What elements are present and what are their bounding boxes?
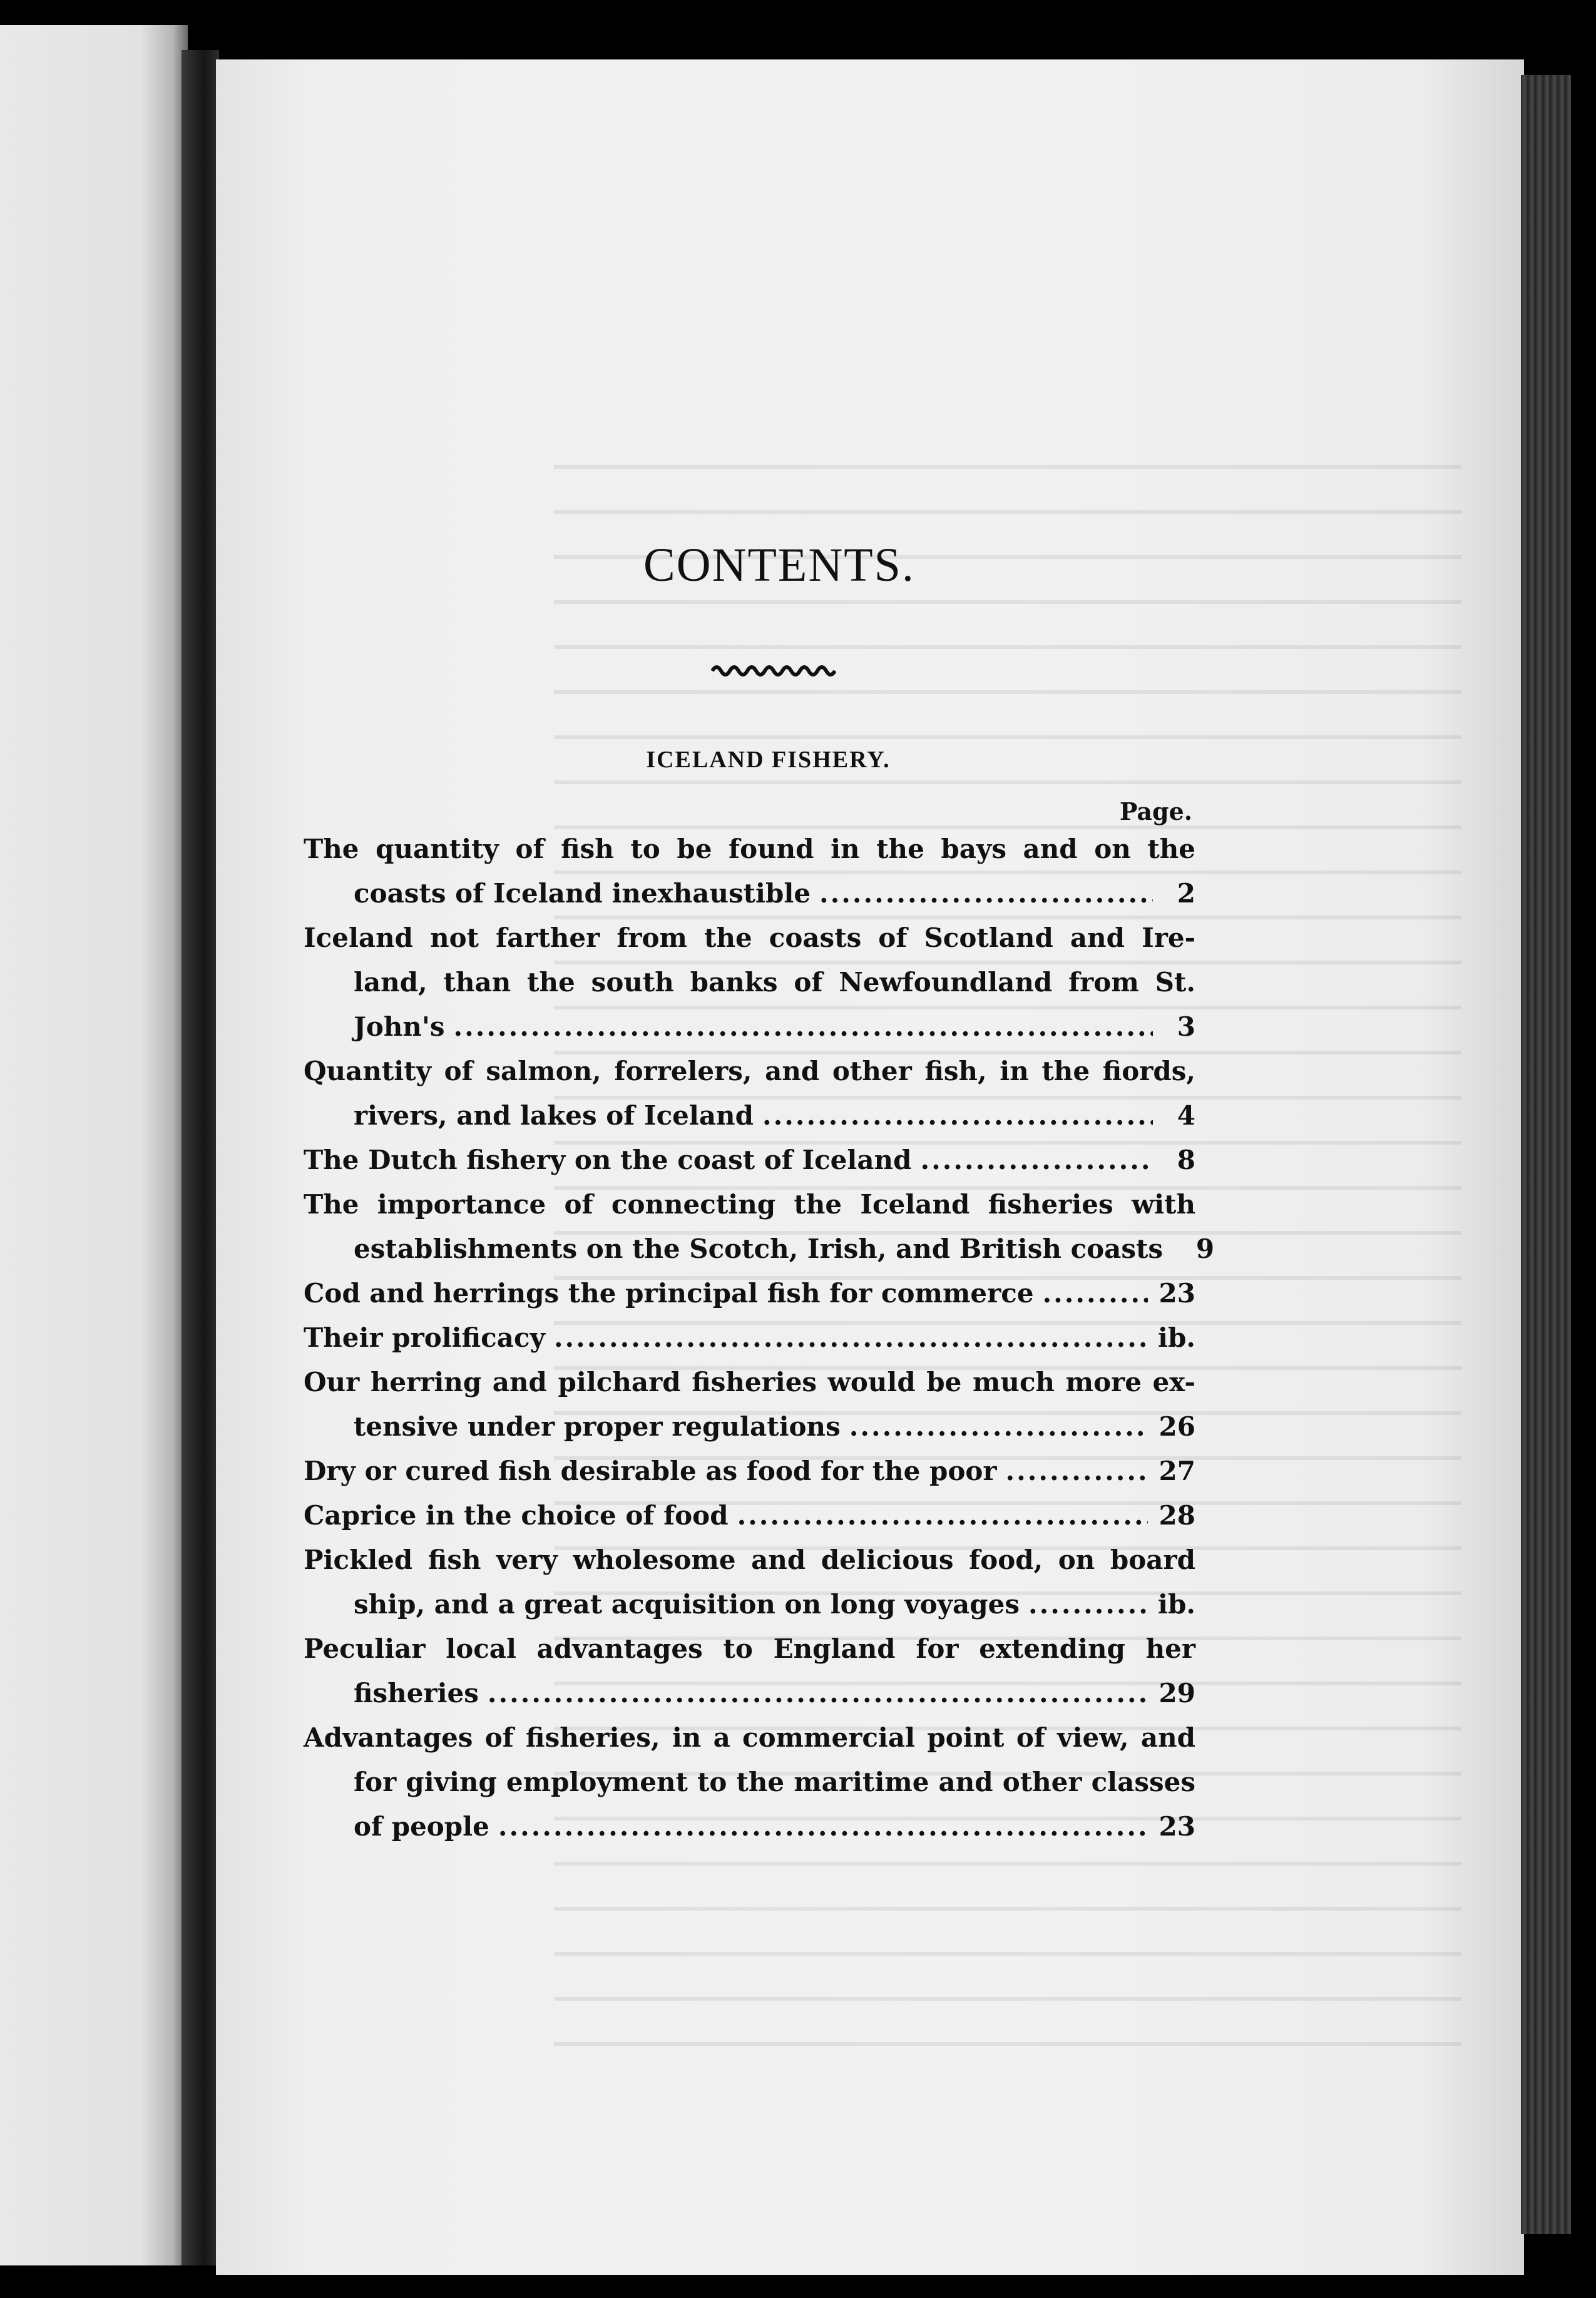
- entry-last-line: [304, 1582, 1195, 1626]
- entry-text: tensive under proper regulations: [354, 1411, 841, 1442]
- contents-entry: [304, 1315, 1195, 1360]
- entry-last-line: [304, 1404, 1195, 1449]
- entry-last-line: [304, 1138, 1195, 1182]
- page-number: 9: [1195, 1233, 1215, 1264]
- entry-line: Quantity of salmon, forrelers, and other fish, in the fiords,: [304, 1056, 1195, 1086]
- page-number: 4: [1177, 1100, 1195, 1131]
- entry-last-line: [304, 871, 1195, 916]
- contents-entry: [304, 1449, 1195, 1493]
- contents-entry: [304, 827, 1195, 916]
- contents-entry: [304, 1715, 1195, 1849]
- entry-line: Advantages of fisheries, in a commercial point of view, and: [304, 1722, 1195, 1753]
- dot-leader: [498, 1804, 1148, 1849]
- wavy-rule-ornament: [711, 661, 836, 680]
- dot-leader: [737, 1493, 1148, 1538]
- page-number: 8: [1177, 1145, 1195, 1175]
- entry-line: The quantity of fish to be found in the bays and on the: [304, 834, 1195, 864]
- entry-last-line: [304, 1493, 1195, 1538]
- page-number: 28: [1159, 1500, 1195, 1531]
- contents-block: [304, 538, 1215, 1849]
- contents-entry: [304, 1493, 1195, 1538]
- page-number: 2: [1177, 878, 1195, 909]
- entry-line: Pickled fish very wholesome and delicious food, on board: [304, 1545, 1195, 1575]
- page-number: 26: [1159, 1411, 1195, 1442]
- contents-entry: [304, 1626, 1195, 1715]
- dot-leader: [920, 1138, 1153, 1182]
- dot-leader: [554, 1315, 1147, 1360]
- entry-text: Caprice in the choice of food: [304, 1500, 729, 1531]
- entry-text: rivers, and lakes of Iceland: [354, 1100, 754, 1131]
- entry-line: for giving employment to the maritime and other classes: [354, 1767, 1195, 1797]
- dot-leader: [819, 871, 1153, 916]
- contents-entry: [304, 1138, 1195, 1182]
- entry-text: of people: [354, 1811, 489, 1842]
- entry-line: The importance of connecting the Iceland fisheries with: [304, 1189, 1195, 1220]
- entry-last-line: [304, 1227, 1215, 1271]
- entry-text: Dry or cured fish desirable as food for the poor: [304, 1456, 997, 1486]
- page-number: ib.: [1158, 1322, 1195, 1353]
- facing-page-edge: [0, 25, 188, 2265]
- entry-last-line: [304, 1315, 1195, 1360]
- entry-last-line: [304, 1004, 1195, 1049]
- entry-line: land, than the south banks of Newfoundland from St.: [354, 967, 1195, 998]
- entry-text: coasts of Iceland inexhaustible: [354, 878, 811, 909]
- contents-entry: [304, 1182, 1215, 1271]
- page-number: ib.: [1158, 1589, 1195, 1620]
- entry-last-line: [304, 1671, 1195, 1715]
- entry-line: Our herring and pilchard fisheries would be much more ex-: [304, 1367, 1195, 1397]
- page-block-edge: [1521, 75, 1571, 2234]
- entry-last-line: [304, 1449, 1195, 1493]
- dot-leader: [849, 1404, 1148, 1449]
- dot-leader: [1028, 1582, 1147, 1626]
- entry-text: establishments on the Scotch, Irish, and British coasts: [354, 1233, 1164, 1264]
- section-title: ICELAND FISHERY.: [646, 747, 891, 773]
- book-gutter: [182, 50, 219, 2265]
- page-number: 23: [1159, 1811, 1195, 1842]
- entry-text: Their prolificacy: [304, 1322, 545, 1353]
- dot-leader: [453, 1004, 1153, 1049]
- entry-line: Iceland not farther from the coasts of Scotland and Ire-: [304, 922, 1195, 953]
- page-title: CONTENTS.: [643, 539, 915, 591]
- contents-entries: [304, 827, 1215, 1849]
- entry-text: John's: [354, 1011, 445, 1042]
- dot-leader: [1043, 1271, 1148, 1315]
- entry-last-line: [304, 1271, 1195, 1315]
- contents-entry: [304, 1049, 1195, 1138]
- entry-text: The Dutch fishery on the coast of Iceland: [304, 1145, 912, 1175]
- dot-leader: [1006, 1449, 1148, 1493]
- page-number: 3: [1177, 1011, 1195, 1042]
- entry-text: fisheries: [354, 1678, 479, 1708]
- page-number: 29: [1159, 1678, 1195, 1708]
- contents-entry: [304, 1360, 1195, 1449]
- entry-last-line: [304, 1093, 1195, 1138]
- contents-entry: [304, 1271, 1195, 1315]
- entry-text: ship, and a great acquisition on long voyages: [354, 1589, 1020, 1620]
- page-number: 23: [1159, 1278, 1195, 1309]
- entry-line: Peculiar local advantages to England for extending her: [304, 1633, 1195, 1664]
- entry-last-line: [304, 1804, 1195, 1849]
- dot-leader: [762, 1093, 1153, 1138]
- contents-entry: [304, 916, 1195, 1049]
- page-number: 27: [1159, 1456, 1195, 1486]
- dot-leader: [488, 1671, 1148, 1715]
- contents-entry: [304, 1538, 1195, 1626]
- entry-text: Cod and herrings the principal fish for commerce: [304, 1278, 1034, 1309]
- page-column-label: Page.: [1119, 797, 1192, 825]
